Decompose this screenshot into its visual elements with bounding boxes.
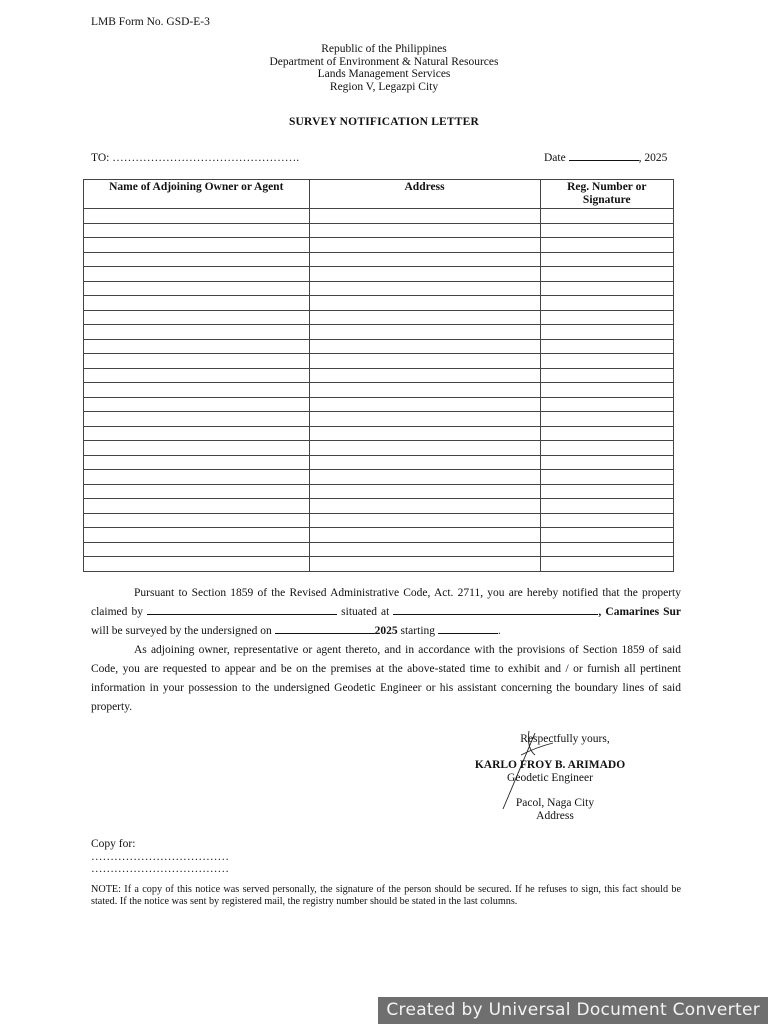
table-row: [84, 368, 674, 383]
table-cell[interactable]: [309, 325, 540, 340]
table-cell[interactable]: [540, 412, 673, 427]
table-cell[interactable]: [540, 310, 673, 325]
table-cell[interactable]: [540, 354, 673, 369]
copy-for-section: [91, 838, 229, 876]
claimant-blank[interactable]: [147, 614, 337, 615]
location-blank[interactable]: [393, 614, 598, 615]
table-cell[interactable]: [540, 542, 673, 557]
header-line-department: Department of Environment & Natural Resources: [269, 55, 499, 68]
table-row: [84, 499, 674, 514]
table-cell[interactable]: [84, 238, 310, 253]
note-text: NOTE: If a copy of this notice was served personally, the signature of the person should be secured. If he refuses to sign, this fact should be stated. If the notice was sent by registered mail, the registry number should be stated in the last columns.: [91, 884, 681, 907]
table-body: [84, 209, 674, 572]
table-cell[interactable]: [309, 441, 540, 456]
column-header-address: Address: [309, 180, 540, 209]
table-row: [84, 339, 674, 354]
table-cell[interactable]: [309, 267, 540, 282]
notice-body: [91, 584, 681, 717]
table-cell[interactable]: [84, 223, 310, 238]
table-cell[interactable]: [540, 209, 673, 224]
table-cell[interactable]: [84, 325, 310, 340]
p1-province: Camarines Sur: [605, 606, 682, 618]
start-time-blank[interactable]: [438, 633, 498, 634]
date-line: [544, 152, 667, 164]
column-header-signature: Reg. Number or Signature: [540, 180, 673, 209]
table-row: [84, 397, 674, 412]
table-cell[interactable]: [309, 412, 540, 427]
table-cell[interactable]: [309, 499, 540, 514]
table-row: [84, 484, 674, 499]
p1-starting: starting: [400, 625, 436, 637]
table-cell[interactable]: [84, 354, 310, 369]
copy-line-2: ………………………………: [91, 863, 229, 875]
table-row: [84, 441, 674, 456]
p1-situated: situated at: [341, 606, 390, 618]
table-cell[interactable]: [309, 339, 540, 354]
survey-date-blank[interactable]: [275, 633, 375, 634]
page-title: SURVEY NOTIFICATION LETTER: [288, 116, 480, 128]
table-cell[interactable]: [540, 397, 673, 412]
address-label: Address: [536, 810, 574, 822]
table-cell[interactable]: [540, 470, 673, 485]
table-cell[interactable]: [540, 441, 673, 456]
converter-watermark: Created by Universal Document Converter: [378, 997, 768, 1024]
table-cell[interactable]: [309, 223, 540, 238]
p1-year: 2025: [374, 625, 398, 637]
adjoining-owners-table: [83, 179, 674, 572]
table-row: [84, 426, 674, 441]
date-label: Date: [544, 152, 566, 164]
table-cell[interactable]: [84, 368, 310, 383]
p1-intro: Pursuant to Section 1859 of the Revised Administrative Code, Act. 2711, you are hereby notified that the property claimed by: [91, 587, 681, 618]
table-row: [84, 542, 674, 557]
table-row: [84, 354, 674, 369]
p1-surveyed: will be surveyed by the undersigned on: [91, 625, 272, 637]
table-row: [84, 281, 674, 296]
column-header-name: Name of Adjoining Owner or Agent: [84, 180, 310, 209]
table-cell[interactable]: [84, 455, 310, 470]
table-row: [84, 310, 674, 325]
table-cell[interactable]: [84, 281, 310, 296]
table-cell[interactable]: [309, 542, 540, 557]
table-row: [84, 412, 674, 427]
table-cell[interactable]: [540, 252, 673, 267]
to-line: TO: ………………………………………….: [91, 152, 300, 164]
table-cell[interactable]: [309, 426, 540, 441]
table-cell[interactable]: [540, 339, 673, 354]
table-cell[interactable]: [84, 513, 310, 528]
table-cell[interactable]: [540, 426, 673, 441]
copy-label: Copy for:: [91, 838, 136, 850]
table-cell[interactable]: [540, 368, 673, 383]
engineer-address: Pacol, Naga City: [515, 797, 595, 809]
table-row: [84, 238, 674, 253]
paragraph-1: Pursuant to Section 1859 of the Revised Administrative Code, Act. 2711, you are hereby notified that the property claimed by situated at , Camarines Sur will be surveyed by the undersigned on 2025 starting .: [91, 587, 682, 637]
table-cell[interactable]: [540, 484, 673, 499]
table-row: [84, 296, 674, 311]
table-cell[interactable]: [84, 499, 310, 514]
table-header-row: [84, 180, 674, 209]
table-row: [84, 528, 674, 543]
table-cell[interactable]: [309, 557, 540, 572]
table-cell[interactable]: [84, 267, 310, 282]
table-cell[interactable]: [309, 310, 540, 325]
table-cell[interactable]: [84, 296, 310, 311]
signature-block: [430, 733, 670, 823]
table-cell[interactable]: [309, 513, 540, 528]
table-row: [84, 267, 674, 282]
table-row: [84, 455, 674, 470]
table-cell[interactable]: [84, 252, 310, 267]
document-header: [0, 43, 768, 93]
engineer-name: KARLO FROY B. ARIMADO: [474, 759, 626, 771]
date-year: , 2025: [638, 152, 668, 164]
table-cell[interactable]: [84, 412, 310, 427]
table-cell[interactable]: [540, 557, 673, 572]
header-line-republic: Republic of the Philippines: [321, 43, 447, 55]
table-cell[interactable]: [309, 296, 540, 311]
table-cell[interactable]: [84, 528, 310, 543]
table-cell[interactable]: [540, 223, 673, 238]
table-cell[interactable]: [540, 325, 673, 340]
table-cell[interactable]: [540, 499, 673, 514]
table-cell[interactable]: [540, 296, 673, 311]
table-row: [84, 252, 674, 267]
header-line-region: Region V, Legazpi City: [329, 80, 439, 93]
table-cell[interactable]: [309, 354, 540, 369]
table-cell[interactable]: [309, 528, 540, 543]
table-cell[interactable]: [309, 209, 540, 224]
copy-line-1: ………………………………: [91, 850, 229, 863]
table-cell[interactable]: [84, 339, 310, 354]
header-line-office: Lands Management Services: [317, 68, 451, 81]
table-cell[interactable]: [309, 238, 540, 253]
table-row: [84, 513, 674, 528]
table-cell[interactable]: [309, 383, 540, 398]
table-cell[interactable]: [309, 455, 540, 470]
table-cell[interactable]: [84, 557, 310, 572]
closing-text: Respectfully yours,: [520, 733, 610, 745]
table-row: [84, 209, 674, 224]
table-cell[interactable]: [309, 484, 540, 499]
table-cell[interactable]: [309, 470, 540, 485]
table-cell[interactable]: [309, 397, 540, 412]
table-cell[interactable]: [84, 310, 310, 325]
table-row: [84, 557, 674, 572]
table-cell[interactable]: [84, 542, 310, 557]
table-cell[interactable]: [540, 383, 673, 398]
table-cell[interactable]: [84, 397, 310, 412]
table-row: [84, 470, 674, 485]
table-row: [84, 223, 674, 238]
table-cell[interactable]: [540, 513, 673, 528]
table-cell[interactable]: [84, 383, 310, 398]
date-blank[interactable]: [569, 160, 639, 161]
paragraph-2: As adjoining owner, representative or agent thereto, and in accordance with the provisions of Section 1859 of said Code, you are requested to appear and be on the premises at the above-stated time to exhibit and / or furnish all pertinent information in your possession to the undersigned Geodetic Engineer or his assistant concerning the boundary lines of said property.: [91, 644, 681, 713]
table-row: [84, 383, 674, 398]
table-cell[interactable]: [309, 252, 540, 267]
table-cell[interactable]: [84, 426, 310, 441]
table-row: [84, 325, 674, 340]
engineer-position: Geodetic Engineer: [507, 772, 593, 784]
table-cell[interactable]: [84, 484, 310, 499]
table-cell[interactable]: [540, 238, 673, 253]
table-cell[interactable]: [540, 528, 673, 543]
table-cell[interactable]: [540, 267, 673, 282]
table-cell[interactable]: [540, 281, 673, 296]
form-number: LMB Form No. GSD-E-3: [91, 16, 210, 28]
table-cell[interactable]: [84, 470, 310, 485]
table-cell[interactable]: [309, 281, 540, 296]
table-cell[interactable]: [540, 455, 673, 470]
table-cell[interactable]: [84, 209, 310, 224]
table-cell[interactable]: [309, 368, 540, 383]
table-cell[interactable]: [84, 441, 310, 456]
